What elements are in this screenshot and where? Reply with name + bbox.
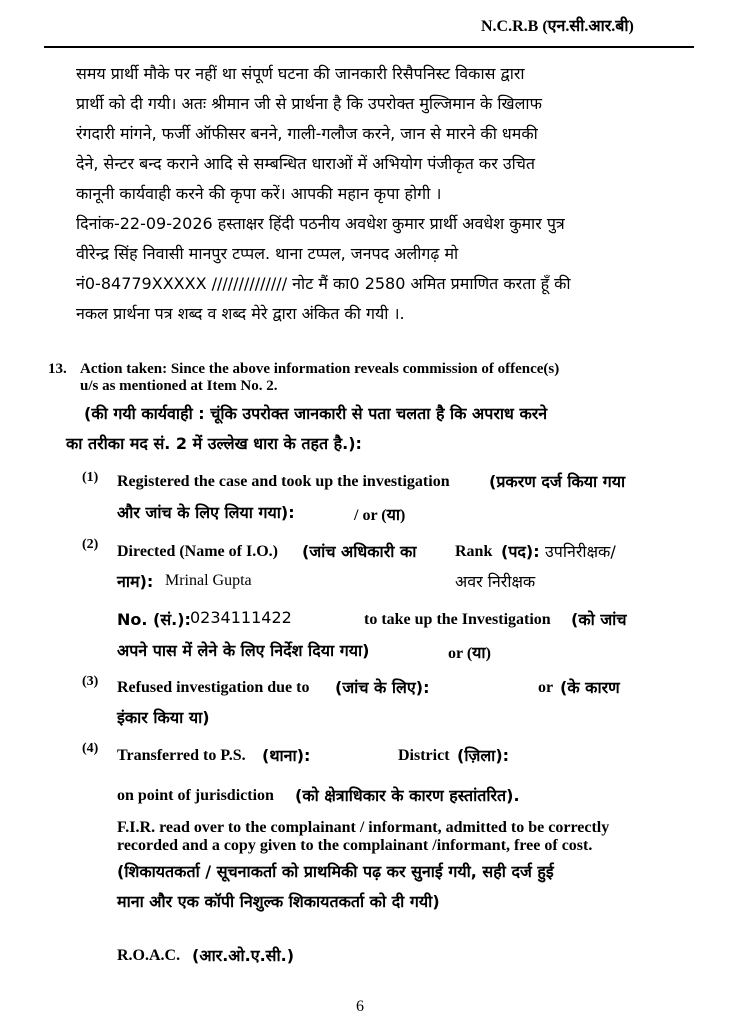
io-name: Mrinal Gupta [165, 572, 252, 589]
item1-text: Registered the case and took up the investigation [117, 473, 450, 490]
item2-or: or (या) [448, 645, 491, 662]
rank-hindi-label: (पद): [501, 542, 540, 561]
item-number: (3) [82, 674, 99, 689]
item1-hindi: (प्रकरण दर्ज किया गया [489, 472, 626, 491]
item1-or: / or (या) [354, 507, 406, 524]
page-header: N.C.R.B (एन.सी.आर.बी) [481, 18, 634, 35]
item-number: (1) [82, 470, 99, 485]
item-number: (2) [82, 537, 99, 552]
io-number-label: No. (सं.): [117, 610, 191, 629]
section-heading-cont: u/s as mentioned at Item No. 2. [80, 378, 278, 394]
section-heading-hindi: (की गयी कार्यवाही : चूंकि उपरोक्त जानकारी से पता चलता है कि अपराध करने [84, 404, 548, 423]
page-number: 6 [356, 998, 364, 1015]
io-number-value: 0234111422 [190, 608, 292, 627]
jurisdiction-label: on point of jurisdiction [117, 787, 274, 804]
narrative-line: नं0-84779XXXXX ////////////// नोट मैं का0 2580 अमित प्रमाणित करता हूँ की [76, 274, 571, 293]
transferred-hindi: (थाना): [262, 746, 311, 765]
transferred-label: Transferred to P.S. [117, 747, 246, 764]
narrative-line: रंगदारी मांगने, फर्जी ऑफीसर बनने, गाली-गलौज करने, जान से मारने की धमकी [76, 124, 538, 143]
section-heading: Action taken: Since the above information reveals commission of offence(s) [80, 361, 560, 377]
header-rule [44, 46, 694, 48]
narrative-line: नकल प्रार्थना पत्र शब्द व शब्द मेरे द्वारा अंकित की गयी ।. [76, 304, 405, 323]
refused-hindi: (जांच के लिए): [335, 678, 430, 697]
fir-statement: F.I.R. read over to the complainant / informant, admitted to be correctly [117, 819, 610, 836]
fir-statement-hindi-cont: माना और एक कॉपी निशुल्क शिकायतकर्ता को दी गयी) [117, 892, 440, 911]
rank-value: उपनिरीक्षक/ [545, 542, 616, 561]
item1-hindi-cont: और जांच के लिए लिया गया): [117, 503, 295, 522]
rank-label: Rank [455, 543, 493, 560]
fir-statement-hindi: (शिकायतकर्ता / सूचनाकर्ता को प्राथमिकी पढ़ कर सुनाई गयी, सही दर्ज हुई [117, 862, 554, 881]
district-hindi: (ज़िला): [457, 746, 510, 765]
take-up-hindi-cont: अपने पास में लेने के लिए निर्देश दिया गया) [117, 641, 370, 660]
section-heading-hindi-cont: का तरीका मद सं. 2 में उल्लेख धारा के तहत है.): [66, 434, 362, 453]
refused-reason-hindi: (के कारण [560, 678, 620, 697]
name-hindi-label: नाम): [117, 572, 154, 591]
roac-label: R.O.A.C. [117, 947, 181, 964]
roac-hindi: (आर.ओ.ए.सी.) [192, 946, 295, 965]
section-number: 13. [48, 361, 67, 377]
narrative-line: समय प्रार्थी मौके पर नहीं था संपूर्ण घटना की जानकारी रिसैपनिस्ट विकास द्वारा [76, 64, 525, 83]
rank-value-cont: अवर निरीक्षक [455, 572, 536, 591]
narrative-line: देने, सेन्टर बन्द कराने आदि से सम्बन्धित धाराओं में अभियोग पंजीकृत कर उचित [76, 154, 536, 173]
fir-statement-cont: recorded and a copy given to the complainant /informant, free of cost. [117, 837, 593, 854]
jurisdiction-hindi: (को क्षेत्राधिकार के कारण हस्तांतरित). [295, 786, 520, 805]
narrative-line: वीरेन्द्र सिंह निवासी मानपुर टप्पल. थाना टप्पल, जनपद अलीगढ़ मो [76, 244, 459, 263]
item3-or: or [538, 679, 554, 696]
narrative-line: दिनांक-22-09-2026 हस्ताक्षर हिंदी पठनीय अवधेश कुमार प्रार्थी अवधेश कुमार पुत्र [76, 214, 565, 233]
narrative-line: कानूनी कार्यवाही करने की कृपा करें। आपकी महान कृपा होगी । [76, 184, 442, 203]
refused-label: Refused investigation due to [117, 679, 310, 696]
take-up-label: to take up the Investigation [364, 611, 551, 628]
refused-reason-hindi-cont: इंकार किया या) [117, 708, 210, 727]
item-number: (4) [82, 741, 99, 756]
take-up-hindi: (को जांच [571, 610, 627, 629]
directed-label: Directed (Name of I.O.) [117, 543, 278, 560]
directed-hindi: (जांच अधिकारी का [302, 542, 417, 561]
narrative-line: प्रार्थी को दी गयी। अतः श्रीमान जी से प्रार्थना है कि उपरोक्त मुल्जिमान के खिलाफ [76, 94, 542, 113]
district-label: District [398, 747, 450, 764]
